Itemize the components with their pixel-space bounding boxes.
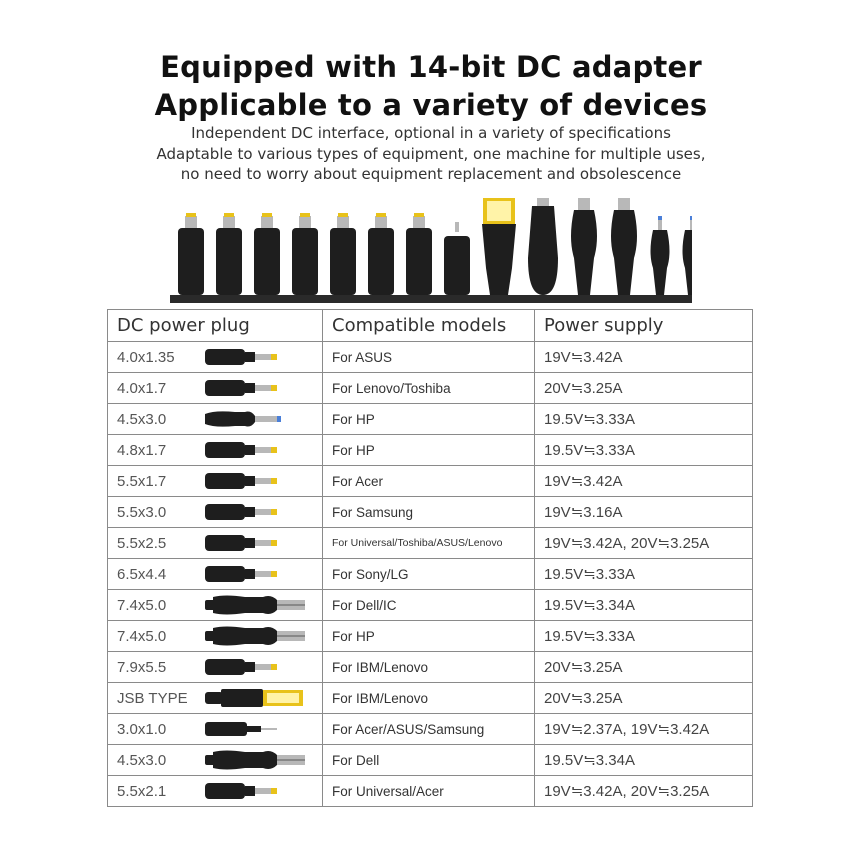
power-supply: 20V≒3.25A: [535, 652, 753, 683]
power-supply: 19.5V≒3.34A: [535, 590, 753, 621]
power-supply: 19V≒3.42A, 20V≒3.25A: [535, 776, 753, 807]
table-row: [108, 776, 753, 807]
power-supply: 20V≒3.25A: [535, 373, 753, 404]
plug-size: 5.5x1.7: [117, 472, 167, 490]
lineup-plug-icon: [330, 213, 356, 295]
lineup-plug-icon: [292, 213, 318, 295]
plug-cell: [108, 683, 323, 714]
plug-cell: [108, 342, 323, 373]
compatible-model: For Dell: [323, 745, 535, 776]
lineup-plug-icon: [406, 213, 432, 295]
compatible-model: For IBM/Lenovo: [323, 683, 535, 714]
subtitle-line2: Adaptable to various types of equipment, one machine for multiple uses,: [156, 145, 706, 163]
plug-cell: [108, 745, 323, 776]
plug-stand-base: [170, 295, 692, 303]
plug-size: 5.5x2.1: [117, 782, 167, 800]
power-supply: 19V≒3.16A: [535, 497, 753, 528]
lineup-plug-icon: [651, 216, 670, 295]
usb-type-plug-icon: [205, 687, 305, 709]
plug-cell: [108, 497, 323, 528]
table-row: [108, 683, 753, 714]
plug-cell: [108, 590, 323, 621]
subtitle-line1: Independent DC interface, optional in a variety of specifications: [191, 124, 671, 142]
flat-plug-icon: [205, 749, 305, 771]
round-plug-icon: [205, 532, 305, 554]
table-row: [108, 466, 753, 497]
plug-size: 4.5x3.0: [117, 410, 167, 428]
lineup-plug-icon: [368, 213, 394, 295]
thin-plug-icon: [205, 718, 305, 740]
power-supply: 19V≒3.42A: [535, 466, 753, 497]
compatible-model: For Sony/LG: [323, 559, 535, 590]
compatible-model: For HP: [323, 435, 535, 466]
plug-cell: [108, 404, 323, 435]
compatible-model: For Universal/Toshiba/ASUS/Lenovo: [323, 528, 535, 559]
compatible-model: For Acer: [323, 466, 535, 497]
plug-size: 4.0x1.35: [117, 348, 175, 366]
compatible-model: For Lenovo/Toshiba: [323, 373, 535, 404]
plug-cell: [108, 528, 323, 559]
power-supply: 19.5V≒3.33A: [535, 559, 753, 590]
plug-size: 4.5x3.0: [117, 751, 167, 769]
plug-size: 7.4x5.0: [117, 596, 167, 614]
plug-size: 7.9x5.5: [117, 658, 167, 676]
table-row: [108, 745, 753, 776]
header-compatible-models: Compatible models: [323, 310, 535, 342]
compatible-model: For IBM/Lenovo: [323, 652, 535, 683]
plug-cell: [108, 776, 323, 807]
table-row: [108, 714, 753, 745]
header-dc-power-plug: DC power plug: [108, 310, 323, 342]
compatible-model: For Universal/Acer: [323, 776, 535, 807]
compatible-model: For ASUS: [323, 342, 535, 373]
round-plug-icon: [205, 563, 305, 585]
lineup-plug-icon: [178, 213, 204, 295]
round-plug-icon: [205, 470, 305, 492]
compatible-model: For HP: [323, 404, 535, 435]
round-plug-icon: [205, 439, 305, 461]
table-row: [108, 528, 753, 559]
lineup-plug-icon: [611, 198, 637, 295]
plug-spec-table: [107, 309, 753, 807]
compatible-model: For HP: [323, 621, 535, 652]
plug-size: 5.5x2.5: [117, 534, 167, 552]
power-supply: 19.5V≒3.34A: [535, 745, 753, 776]
lineup-plug-icon: [216, 213, 242, 295]
plug-cell: [108, 621, 323, 652]
round-plug-icon: [205, 346, 305, 368]
plug-lineup-image: [170, 198, 692, 308]
round-plug-icon: [205, 656, 305, 678]
lineup-plug-icon: [482, 198, 516, 295]
plug-size: 3.0x1.0: [117, 720, 167, 738]
flat-plug-icon: [205, 625, 305, 647]
lineup-plug-icon: [254, 213, 280, 295]
round-plug-icon: [205, 377, 305, 399]
table-row: [108, 435, 753, 466]
table-row: [108, 342, 753, 373]
compatible-model: For Dell/IC: [323, 590, 535, 621]
plug-size: 6.5x4.4: [117, 565, 167, 583]
plug-cell: [108, 714, 323, 745]
table-row: [108, 404, 753, 435]
power-supply: 19V≒3.42A: [535, 342, 753, 373]
table-row: [108, 373, 753, 404]
plug-size: 4.8x1.7: [117, 441, 167, 459]
lineup-plug-icon: [571, 198, 597, 295]
power-supply: 19.5V≒3.33A: [535, 435, 753, 466]
compatible-model: For Acer/ASUS/Samsung: [323, 714, 535, 745]
lineup-plug-icon: [683, 216, 693, 295]
header-power-supply: Power supply: [535, 310, 753, 342]
plug-size: JSB TYPE: [117, 689, 188, 707]
plug-size: 4.0x1.7: [117, 379, 167, 397]
plug-cell: [108, 559, 323, 590]
power-supply: 19V≒2.37A, 19V≒3.42A: [535, 714, 753, 745]
subtitle-line3: no need to worry about equipment replacement and obsolescence: [180, 165, 682, 183]
page-title-line1: Equipped with 14-bit DC adapter: [160, 50, 702, 84]
plug-cell: [108, 435, 323, 466]
lineup-plug-icon: [444, 222, 470, 295]
plug-size: 5.5x3.0: [117, 503, 167, 521]
table-row: [108, 652, 753, 683]
plug-size: 7.4x5.0: [117, 627, 167, 645]
table-row: [108, 559, 753, 590]
round-plug-icon: [205, 780, 305, 802]
power-supply: 19V≒3.42A, 20V≒3.25A: [535, 528, 753, 559]
plug-cell: [108, 373, 323, 404]
power-supply: 20V≒3.25A: [535, 683, 753, 714]
plug-cell: [108, 466, 323, 497]
table-header-row: [108, 310, 753, 342]
flat-plug-blue-tip-icon: [205, 408, 305, 430]
table-row: [108, 621, 753, 652]
table-row: [108, 497, 753, 528]
lineup-plug-icon: [528, 198, 558, 295]
power-supply: 19.5V≒3.33A: [535, 404, 753, 435]
round-plug-icon: [205, 501, 305, 523]
compatible-model: For Samsung: [323, 497, 535, 528]
page-title-line2: Applicable to a variety of devices: [154, 88, 708, 122]
flat-plug-icon: [205, 594, 305, 616]
plug-cell: [108, 652, 323, 683]
power-supply: 19.5V≒3.33A: [535, 621, 753, 652]
table-row: [108, 590, 753, 621]
